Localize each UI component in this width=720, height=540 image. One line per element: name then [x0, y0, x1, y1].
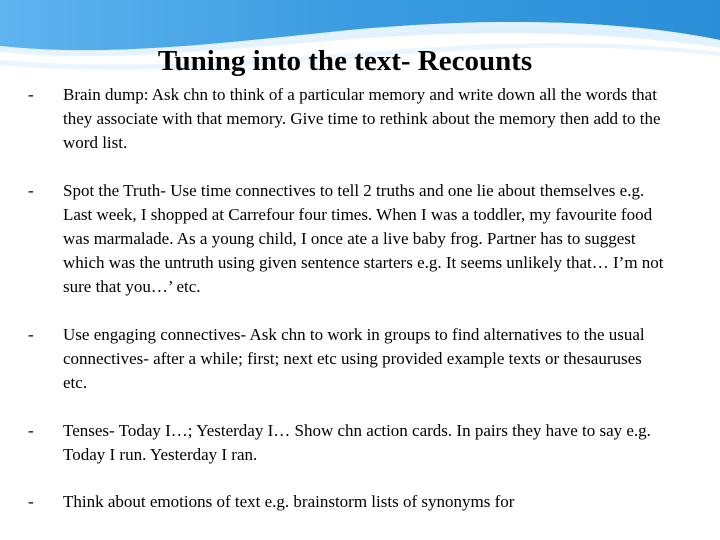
dash-bullet: - [28, 421, 34, 440]
dash-bullet: - [28, 85, 34, 104]
list-item-text: Brain dump: Ask chn to think of a particular memory and write down all the words that they associate with that memory. Give time to rethink about the memory then add to the word list. [63, 85, 661, 152]
list-item [26, 323, 666, 395]
list-item-text: Think about emotions of text e.g. brainstorm lists of synonyms for [63, 492, 515, 511]
list-item-text: Use engaging connectives- Ask chn to work in groups to find alternatives to the usual connectives- after a while; first; next etc using provided example texts or thesauruses etc. [63, 325, 645, 392]
dash-bullet: - [28, 181, 34, 200]
slide-title: Tuning into the text- Recounts [157, 45, 533, 77]
dash-bullet: - [28, 325, 34, 344]
bullet-list [26, 83, 666, 514]
list-item-text: Spot the Truth- Use time connectives to tell 2 truths and one lie about themselves e.g. Last week, I shopped at Carrefour four times. When I was a toddler, my favourite food was marmalade. As a young child, I once ate a live baby frog. Partner has to suggest which was the untruth using given sentence starters e.g. It seems unlikely that… I’m not sure that you…’ etc. [63, 181, 664, 296]
list-item-text: Tenses- Today I…; Yesterday I… Show chn action cards. In pairs they have to say e.g. Today I run. Yesterday I ran. [63, 421, 651, 464]
list-item [26, 490, 666, 514]
list-item [26, 83, 666, 155]
dash-bullet: - [28, 492, 34, 511]
list-item [26, 419, 666, 467]
list-item [26, 179, 666, 299]
